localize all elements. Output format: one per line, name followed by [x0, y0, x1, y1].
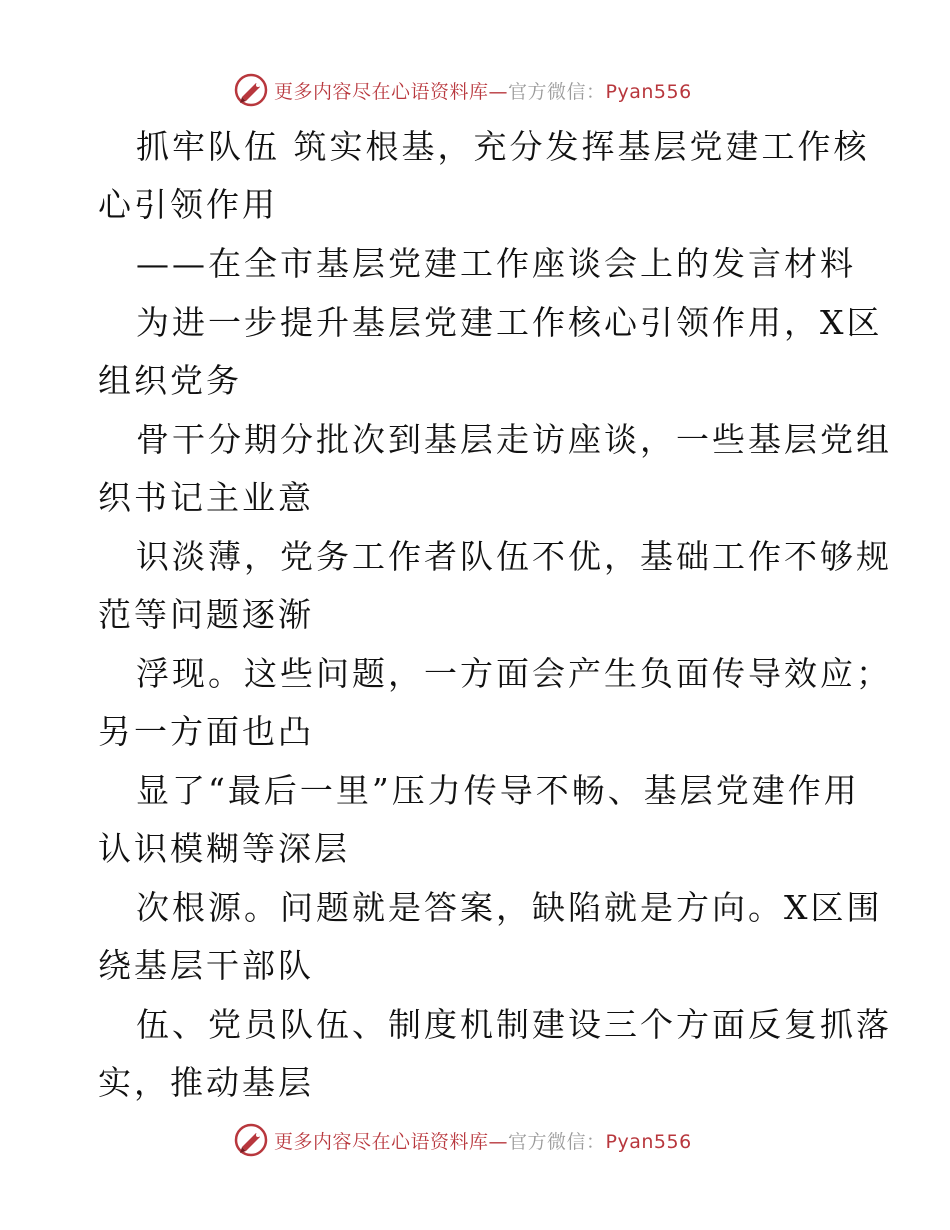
subtitle-line: ——在全市基层党建工作座谈会上的发言材料 [136, 244, 856, 283]
watermark-id: Pyan556 [605, 80, 692, 103]
paragraph-line: 认识模糊等深层 [98, 829, 350, 868]
paragraph-line: 识淡薄，党务工作者队伍不优，基础工作不够规 [136, 537, 892, 576]
paragraph-line: 绕基层干部队 [98, 946, 314, 985]
watermark-main: 更多内容尽在心语资料库 [274, 1130, 489, 1153]
watermark-main: 更多内容尽在心语资料库 [274, 80, 489, 103]
paragraph-line: 骨干分期分批次到基层走访座谈，一些基层党组 [136, 420, 892, 459]
watermark-sub: 官方微信： [508, 1130, 606, 1153]
footer-watermark [234, 1120, 734, 1160]
paragraph-line: 另一方面也凸 [98, 712, 314, 751]
pen-logo-icon [234, 1123, 268, 1157]
paragraph-line: 伍、党员队伍、制度机制建设三个方面反复抓落 [136, 1005, 892, 1044]
paragraph-line: 显了“最后一里”压力传导不畅、基层党建作用 [136, 771, 860, 810]
paragraph-line: 范等问题逐渐 [98, 595, 314, 634]
paragraph-line: 实，推动基层 [98, 1063, 314, 1102]
watermark-id: Pyan556 [605, 1130, 692, 1153]
watermark-dash: — [488, 1130, 509, 1153]
pen-logo-icon [234, 73, 268, 107]
title-line-1: 抓牢队伍 筑实根基，充分发挥基层党建工作核 [136, 127, 870, 166]
title-line-2: 心引领作用 [98, 185, 278, 224]
paragraph-line: 为进一步提升基层党建工作核心引领作用，X区 [136, 303, 883, 342]
paragraph-line: 组织党务 [98, 361, 242, 400]
paragraph-line: 次根源。问题就是答案，缺陷就是方向。X区围 [136, 888, 883, 927]
paragraph-line: 织书记主业意 [98, 478, 314, 517]
watermark-dash: — [488, 80, 509, 103]
paragraph-line: 浮现。这些问题，一方面会产生负面传导效应； [136, 654, 892, 693]
watermark-text [274, 77, 692, 104]
watermark-sub: 官方微信： [508, 80, 606, 103]
watermark-text [274, 1127, 692, 1154]
header-watermark [234, 70, 734, 110]
